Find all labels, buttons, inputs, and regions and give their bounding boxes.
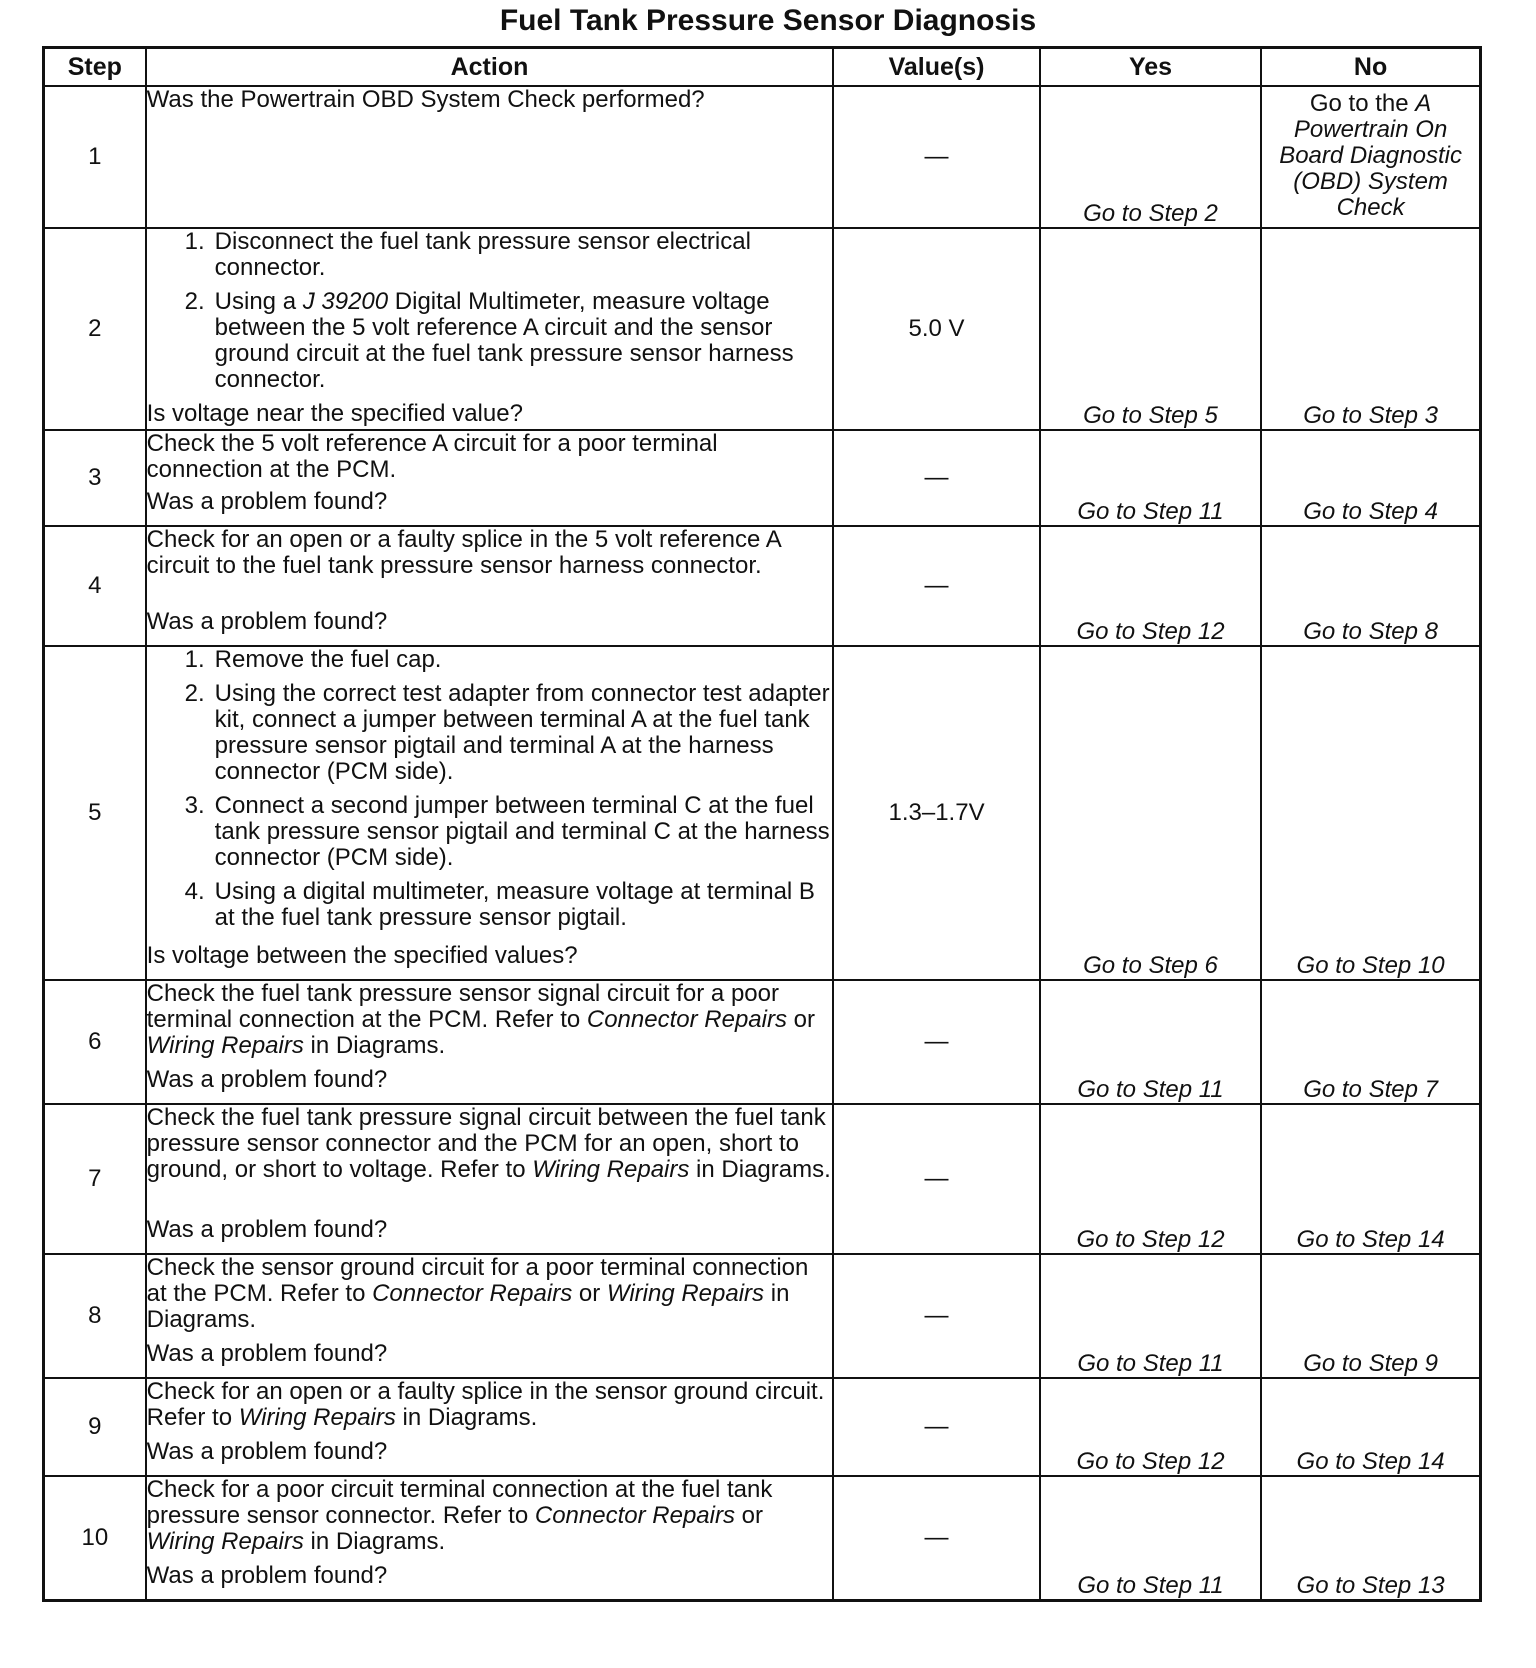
action-text-part: or	[572, 1280, 607, 1307]
action-question: Was a problem found?	[146, 1438, 388, 1465]
action-question: Is voltage between the specified values?	[146, 942, 578, 969]
action-steps	[147, 229, 833, 401]
item-text: Disconnect the fuel tank pressure sensor electrical connector.	[214, 228, 751, 281]
item-text-part: Using a	[214, 288, 303, 315]
action-question: Was a problem found?	[146, 1066, 388, 1093]
action-cell	[146, 430, 834, 526]
action-steps	[147, 647, 833, 939]
yes-cell: Go to Step 12	[1040, 1378, 1261, 1476]
page-title: Fuel Tank Pressure Sensor Diagnosis	[499, 4, 1037, 37]
step-number: 1	[44, 86, 146, 228]
reference-wiring-repairs: Wiring Repairs	[146, 1032, 304, 1059]
table-row	[44, 980, 1481, 1104]
table-row	[44, 228, 1481, 430]
reference-connector-repairs: Connector Repairs	[372, 1280, 573, 1307]
action-step-item	[147, 681, 833, 785]
action-text	[147, 1477, 833, 1555]
value-cell: 5.0 V	[833, 228, 1040, 430]
action-question: Was the Powertrain OBD System Check performed?	[146, 86, 705, 113]
header-values: Value(s)	[833, 48, 1040, 87]
action-step-item	[147, 289, 833, 393]
item-number: 4.	[184, 878, 205, 905]
action-cell	[146, 228, 834, 430]
action-text-part: Check the fuel tank pressure sensor signal circuit for a poor terminal connection at the PCM. Refer to	[146, 980, 779, 1033]
reference-wiring-repairs: Wiring Repairs	[146, 1528, 304, 1555]
step-number: 7	[44, 1104, 146, 1254]
no-cell: Go to Step 10	[1261, 646, 1480, 980]
reference-wiring-repairs: Wiring Repairs	[606, 1280, 765, 1307]
no-cell: Go to Step 9	[1261, 1254, 1480, 1378]
action-text-part: or	[734, 1502, 763, 1529]
table-row	[44, 1378, 1481, 1476]
item-number: 3.	[184, 792, 205, 819]
step-number: 2	[44, 228, 146, 430]
reference-connector-repairs: Connector Repairs	[586, 1006, 787, 1033]
yes-cell: Go to Step 5	[1040, 228, 1261, 430]
no-cell: Go to Step 7	[1261, 980, 1480, 1104]
header-no: No	[1261, 48, 1480, 87]
action-text-part: in Diagrams.	[146, 1280, 790, 1333]
item-number: 2.	[184, 288, 205, 315]
item-text: Connect a second jumper between terminal C at the fuel tank pressure sensor pigtail and terminal C at the harness connector (PCM side).	[214, 792, 830, 871]
action-text-part: in Diagrams.	[395, 1404, 538, 1431]
action-cell	[146, 526, 834, 646]
item-text-part: Digital Multimeter, measure voltage between the 5 volt reference A circuit and the sensor ground circuit at the fuel tank pressure sensor harness connector.	[214, 288, 794, 393]
no-cell	[1261, 86, 1480, 228]
action-cell	[146, 1378, 834, 1476]
no-cell: Go to Step 13	[1261, 1476, 1480, 1600]
yes-cell: Go to Step 11	[1040, 430, 1261, 526]
item-text: Using a digital multimeter, measure voltage at terminal B at the fuel tank pressure sensor pigtail.	[214, 878, 815, 931]
action-cell	[146, 1476, 834, 1600]
item-text: Using the correct test adapter from connector test adapter kit, connect a jumper between terminal A at the fuel tank pressure sensor pigtail and terminal A at the harness connector (PCM side).	[214, 680, 830, 785]
item-number: 2.	[184, 680, 205, 707]
action-step-item	[147, 647, 833, 673]
yes-cell: Go to Step 6	[1040, 646, 1261, 980]
reference-wiring-repairs: Wiring Repairs	[238, 1404, 396, 1431]
no-cell: Go to Step 14	[1261, 1378, 1480, 1476]
step-number: 3	[44, 430, 146, 526]
table-row	[44, 526, 1481, 646]
header-yes: Yes	[1040, 48, 1261, 87]
step-number: 5	[44, 646, 146, 980]
action-cell	[146, 980, 834, 1104]
header-action: Action	[146, 48, 834, 87]
no-cell: Go to Step 14	[1261, 1104, 1480, 1254]
action-cell	[146, 1104, 834, 1254]
action-cell	[146, 646, 834, 980]
action-cell	[146, 1254, 834, 1378]
no-cell-prefix: Go to the	[1309, 90, 1416, 117]
table-row	[44, 646, 1481, 980]
action-text	[147, 1379, 833, 1431]
action-step-item	[147, 793, 833, 871]
action-text-part: in Diagrams.	[303, 1528, 446, 1555]
table-row	[44, 86, 1481, 228]
item-text	[215, 289, 833, 393]
action-text-part: Check the sensor ground circuit for a poor terminal connection at the PCM. Refer to	[146, 1254, 809, 1307]
no-cell: Go to Step 4	[1261, 430, 1480, 526]
action-step-item	[147, 879, 833, 931]
action-question: Was a problem found?	[146, 488, 388, 515]
tool-reference: J 39200	[302, 288, 389, 315]
action-question: Was a problem found?	[146, 1216, 388, 1243]
value-cell: —	[833, 1476, 1040, 1600]
item-number: 1.	[184, 646, 205, 673]
action-text	[147, 1105, 833, 1183]
header-step: Step	[44, 48, 146, 87]
step-number: 6	[44, 980, 146, 1104]
yes-cell: Go to Step 11	[1040, 980, 1261, 1104]
step-number: 9	[44, 1378, 146, 1476]
yes-cell: Go to Step 11	[1040, 1476, 1261, 1600]
yes-cell: Go to Step 2	[1040, 86, 1261, 228]
value-cell: 1.3–1.7V	[833, 646, 1040, 980]
value-cell: —	[833, 430, 1040, 526]
step-number: 4	[44, 526, 146, 646]
diagnosis-table	[42, 46, 1482, 1602]
value-cell: —	[833, 980, 1040, 1104]
action-text-part: or	[786, 1006, 815, 1033]
yes-cell: Go to Step 12	[1040, 1104, 1261, 1254]
table-row	[44, 1254, 1481, 1378]
table-header-row	[44, 48, 1481, 87]
action-text-part: in Diagrams.	[689, 1156, 831, 1183]
step-number: 10	[44, 1476, 146, 1600]
yes-cell: Go to Step 12	[1040, 526, 1261, 646]
action-text-part: in Diagrams.	[303, 1032, 446, 1059]
action-text-part: Check for an open or a faulty splice in the sensor ground circuit. Refer to	[146, 1378, 825, 1431]
reference-wiring-repairs: Wiring Repairs	[532, 1156, 690, 1183]
item-number: 1.	[184, 228, 205, 255]
value-cell: —	[833, 526, 1040, 646]
value-cell: —	[833, 1254, 1040, 1378]
value-cell: —	[833, 86, 1040, 228]
step-number: 8	[44, 1254, 146, 1378]
no-cell-reference: A Powertrain On Board Diagnostic (OBD) System Check	[1279, 90, 1462, 221]
action-text-part: Check the fuel tank pressure signal circuit between the fuel tank pressure sensor connector and the PCM for an open, short to ground, or short to voltage. Refer to	[146, 1104, 826, 1183]
yes-cell: Go to Step 11	[1040, 1254, 1261, 1378]
action-question: Was a problem found?	[146, 608, 388, 635]
action-text: Check for an open or a faulty splice in the 5 volt reference A circuit to the fuel tank pressure sensor harness connector.	[146, 526, 781, 579]
table-row	[44, 1104, 1481, 1254]
action-question: Was a problem found?	[146, 1562, 388, 1589]
no-cell: Go to Step 3	[1261, 228, 1480, 430]
action-text	[147, 1255, 833, 1333]
action-question: Was a problem found?	[146, 1340, 388, 1367]
value-cell: —	[833, 1378, 1040, 1476]
action-text	[147, 981, 833, 1059]
action-text-part: Check for a poor circuit terminal connection at the fuel tank pressure sensor connector. Refer to	[146, 1476, 773, 1529]
no-cell: Go to Step 8	[1261, 526, 1480, 646]
action-text: Check the 5 volt reference A circuit for a poor terminal connection at the PCM.	[146, 430, 718, 483]
reference-connector-repairs: Connector Repairs	[534, 1502, 735, 1529]
table-row	[44, 1476, 1481, 1600]
value-cell: —	[833, 1104, 1040, 1254]
item-text: Remove the fuel cap.	[214, 646, 442, 673]
action-question: Is voltage near the specified value?	[146, 400, 523, 427]
action-step-item	[147, 229, 833, 281]
action-cell	[146, 86, 834, 228]
table-row	[44, 430, 1481, 526]
